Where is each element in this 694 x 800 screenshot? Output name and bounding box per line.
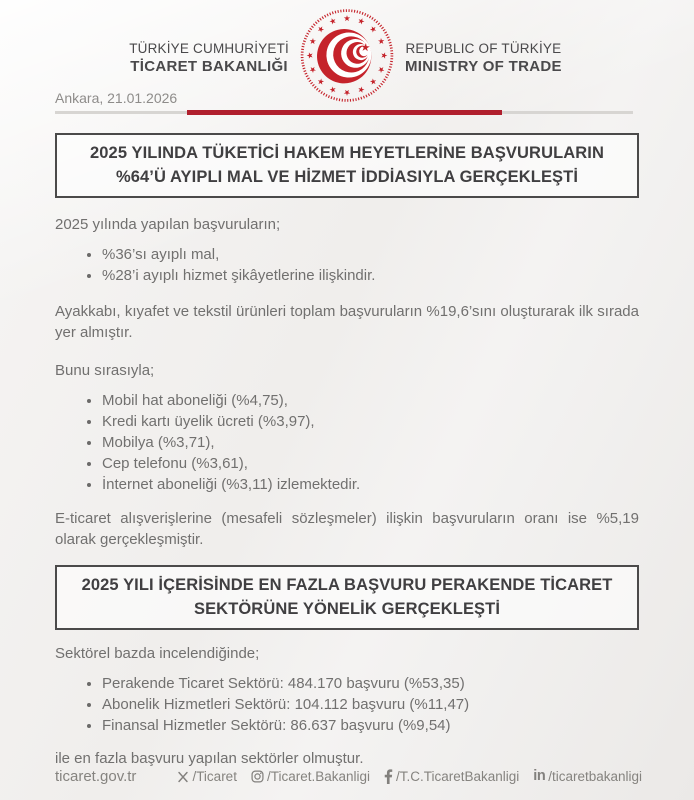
- footer: [55, 768, 642, 785]
- list-item: • Kredi kartı üyelik ücreti (%3,97),: [102, 411, 639, 432]
- org-line2-en: MINISTRY OF TRADE: [405, 58, 562, 76]
- linkedin-icon: in: [533, 768, 546, 785]
- social-handle: /ticaretbakanligi: [548, 769, 642, 784]
- x-icon: [177, 771, 189, 783]
- section1-title-text: 2025 YILINDA TÜKETİCİ HAKEM HEYETLERİNE BAŞVURULARIN %64’Ü AYIPLI MAL VE HİZMET İDDİASIYLA GERÇEKLEŞTİ: [89, 144, 604, 187]
- list-item: • %28’i ayıplı hizmet şikâyetlerine ilişkindir.: [102, 265, 639, 286]
- dateline: Ankara, 21.01.2026: [55, 90, 178, 106]
- list-item: • Cep telefonu (%3,61),: [102, 453, 639, 474]
- section2-title: [55, 565, 639, 630]
- section1-paragraph1: Ayakkabı, kıyafet ve tekstil ürünleri toplam başvuruların %19,6’sını oluşturarak ilk sırada yer almıştır.: [55, 302, 639, 341]
- ministry-of-trade-emblem-icon: [299, 7, 396, 104]
- section1-title: [55, 133, 639, 198]
- social-link-instagram[interactable]: [251, 769, 370, 784]
- org-name-turkish: [129, 40, 289, 76]
- section1-paragraph2: E-ticaret alışverişlerine (mesafeli sözleşmeler) ilişkin başvuruların oranı ise %5,19 olarak gerçekleşmiştir.: [55, 509, 639, 548]
- social-handle: /T.C.TicaretBakanligi: [396, 769, 520, 784]
- rule-red-segment: [187, 110, 502, 115]
- section2-title-text: 2025 YILI İÇERİSİNDE EN FAZLA BAŞVURU PERAKENDE TİCARET SEKTÖRÜNE YÖNELİK GERÇEKLEŞTİ: [81, 575, 613, 619]
- website-link[interactable]: ticaret.gov.tr: [55, 768, 137, 785]
- org-line2-tr: TİCARET BAKANLIĞI: [130, 58, 288, 76]
- instagram-icon: [251, 770, 264, 783]
- section1-intro: 2025 yılında yapılan başvuruların;: [55, 215, 281, 233]
- header: [0, 0, 694, 88]
- list-item: • Mobil hat aboneliği (%4,75),: [102, 390, 639, 411]
- social-link-linkedin[interactable]: [533, 769, 642, 784]
- facebook-icon: [384, 769, 393, 784]
- section2-bullet-list: [55, 673, 639, 736]
- org-line1-en: REPUBLIC OF TÜRKİYE: [405, 41, 562, 56]
- section1-bullet-list2: [55, 390, 639, 495]
- org-line1-tr: TÜRKİYE CUMHURİYETİ: [129, 41, 289, 56]
- social-link-x[interactable]: [177, 769, 237, 784]
- org-name-english: [405, 40, 562, 76]
- list-item: • Abonelik Hizmetleri Sektörü: 104.112 başvuru (%11,47): [102, 694, 639, 715]
- list-item: • Perakende Ticaret Sektörü: 484.170 başvuru (%53,35): [102, 673, 639, 694]
- social-handle: /Ticaret.Bakanligi: [266, 769, 370, 784]
- list-item: • Mobilya (%3,71),: [102, 432, 639, 453]
- section1-bullet-list: [55, 244, 639, 286]
- social-links: [177, 769, 642, 784]
- section1-intro2: Bunu sırasıyla;: [55, 361, 155, 379]
- list-item: • %36’sı ayıplı mal,: [102, 244, 639, 265]
- social-handle: /Ticaret: [192, 769, 237, 784]
- social-link-facebook[interactable]: [384, 769, 519, 784]
- list-item: • İnternet aboneliği (%3,11) izlemektedir.: [102, 474, 639, 495]
- section2-outro: ile en fazla başvuru yapılan sektörler olmuştur.: [55, 749, 364, 767]
- header-rule: [55, 110, 639, 115]
- section2-intro: Sektörel bazda incelendiğinde;: [55, 644, 260, 662]
- list-item: • Finansal Hizmetler Sektörü: 86.637 başvuru (%9,54): [102, 715, 639, 736]
